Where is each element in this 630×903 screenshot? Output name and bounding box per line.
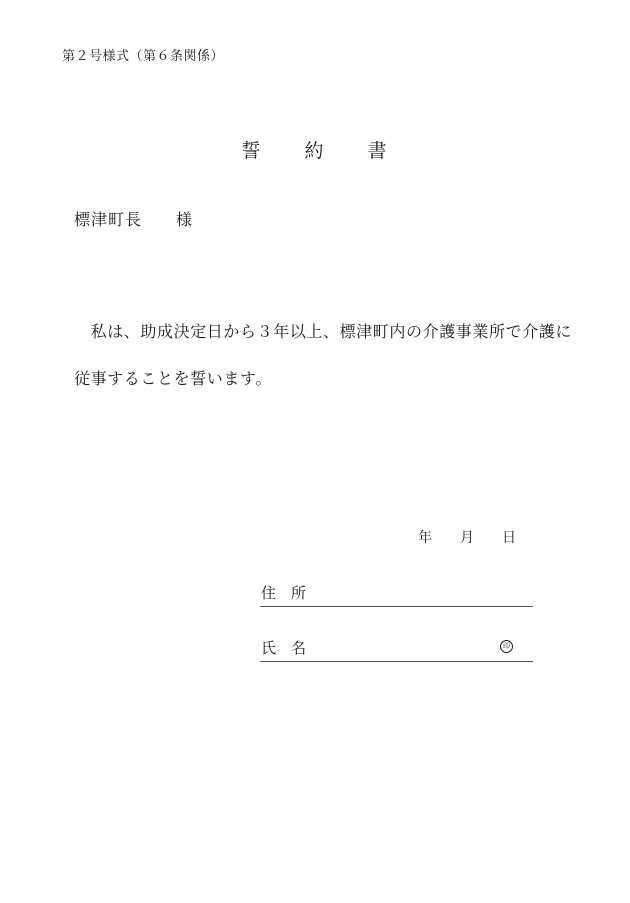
seal-mark-icon: 印 bbox=[500, 640, 513, 653]
addressee: 標津町長 様 bbox=[74, 210, 194, 229]
name-label: 氏 名 bbox=[261, 639, 307, 657]
name-field[interactable] bbox=[260, 635, 533, 662]
document-title: 誓 約 書 bbox=[241, 140, 389, 162]
pledge-text-line-2: 従事することを誓います。 bbox=[74, 369, 272, 388]
date-field: 年 月 日 bbox=[418, 530, 516, 546]
pledge-text-line-1: 私は、助成決定日から３年以上、標津町内の介護事業所で介護に bbox=[74, 322, 573, 341]
form-number: 第２号様式（第６条関係） bbox=[62, 49, 225, 64]
address-label: 住 所 bbox=[261, 584, 307, 602]
address-field[interactable] bbox=[260, 580, 533, 607]
